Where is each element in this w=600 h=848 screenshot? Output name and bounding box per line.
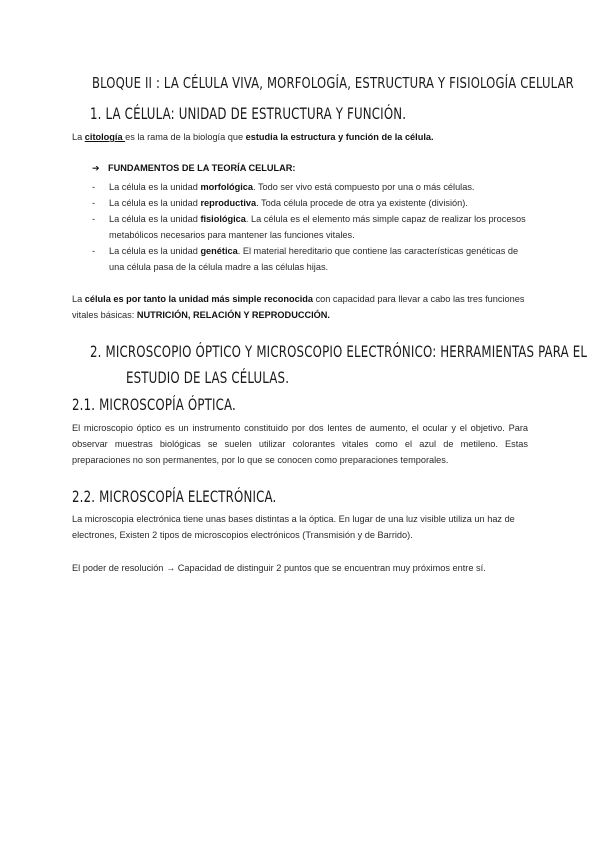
- summary-mid-text: con capacidad para llevar a cabo las tres funciones vitales básicas:: [72, 294, 525, 320]
- citologia-definition: [72, 129, 434, 145]
- bullet-post-text: . Todo ser vivo está compuesto por una o más células.: [253, 182, 475, 192]
- subsection-2-2-heading: 2.2. MICROSCOPÍA ELECTRÓNICA.: [72, 487, 277, 506]
- cell-summary-paragraph: [72, 291, 532, 323]
- dash-marker: -: [92, 246, 96, 256]
- intro-bold-text: estudia la estructura y función de la célula.: [245, 132, 434, 142]
- summary-vital-functions: NUTRICIÓN, RELACIÓN Y REPRODUCCIÓN.: [136, 310, 330, 320]
- bullet-bold-term: genética: [200, 246, 238, 256]
- bullet-bold-term: fisiológica: [200, 214, 246, 224]
- fundamentos-label: FUNDAMENTOS DE LA TEORÍA CELULAR:: [108, 163, 296, 173]
- list-item: [92, 179, 532, 195]
- bullet-pre-text: La célula es la unidad: [109, 198, 201, 208]
- list-item: [92, 243, 532, 275]
- summary-pre-text: La: [72, 294, 85, 304]
- summary-bold-text: célula es por tanto la unidad más simple reconocida: [84, 294, 314, 304]
- optical-microscopy-paragraph: El microscopio óptico es un instrumento constituido por dos lentes de aumento, el ocular y el objetivo. Para observar muestras biológicas se suelen utilizar colorantes vitales como el azul de metileno. Estas preparaciones no son permanentes, por lo que se conocen como preparaciones temporales.: [72, 423, 528, 465]
- list-item: [92, 195, 532, 211]
- bullet-pre-text: La célula es la unidad: [109, 182, 201, 192]
- resolution-power-paragraph: El poder de resolución → Capacidad de distinguir 2 puntos que se encuentran muy próximos entre sí.: [72, 563, 486, 573]
- cell-theory-list: [92, 179, 532, 275]
- block-title: BLOQUE II : LA CÉLULA VIVA, MORFOLOGÍA, ESTRUCTURA Y FISIOLOGÍA CELULAR: [92, 74, 574, 92]
- citologia-term: citología: [84, 132, 126, 142]
- bullet-post-text: . La célula es el elemento más simple capaz de realizar los procesos metabólicos necesarios para mantener las funciones vitales.: [109, 214, 526, 240]
- section-2-heading-line2: ESTUDIO DE LAS CÉLULAS.: [126, 368, 290, 387]
- section-1-heading: 1. LA CÉLULA: UNIDAD DE ESTRUCTURA Y FUNCIÓN.: [90, 104, 407, 123]
- bullet-post-text: . El material hereditario que contiene las características genéticas de una célula pasa de la célula madre a las células hijas.: [109, 246, 519, 272]
- arrow-right-icon: ➔: [92, 163, 100, 173]
- dash-marker: -: [92, 198, 96, 208]
- list-item: [92, 211, 532, 243]
- intro-mid-text: es la rama de la biología que: [125, 132, 246, 142]
- dash-marker: -: [92, 214, 96, 224]
- section-2-heading-line1: 2. MICROSCOPIO ÓPTICO Y MICROSCOPIO ELECTRÓNICO: HERRAMIENTAS PARA EL: [90, 342, 588, 361]
- bullet-bold-term: reproductiva: [200, 198, 257, 208]
- subsection-2-1-heading: 2.1. MICROSCOPÍA ÓPTICA.: [72, 395, 236, 414]
- electron-microscopy-paragraph: La microscopia electrónica tiene unas bases distintas a la óptica. En lugar de una luz visible utiliza un haz de electrones, Existen 2 tipos de microscopios electrónicos (Transmisión y de Barrido).: [72, 514, 515, 540]
- bullet-post-text: . Toda célula procede de otra ya existente (división).: [256, 198, 468, 208]
- bullet-bold-term: morfológica: [200, 182, 254, 192]
- bullet-pre-text: La célula es la unidad: [109, 214, 201, 224]
- dash-marker: -: [92, 182, 96, 192]
- bullet-pre-text: La célula es la unidad: [109, 246, 201, 256]
- fundamentos-heading: [92, 163, 296, 174]
- intro-pre-text: La: [72, 132, 85, 142]
